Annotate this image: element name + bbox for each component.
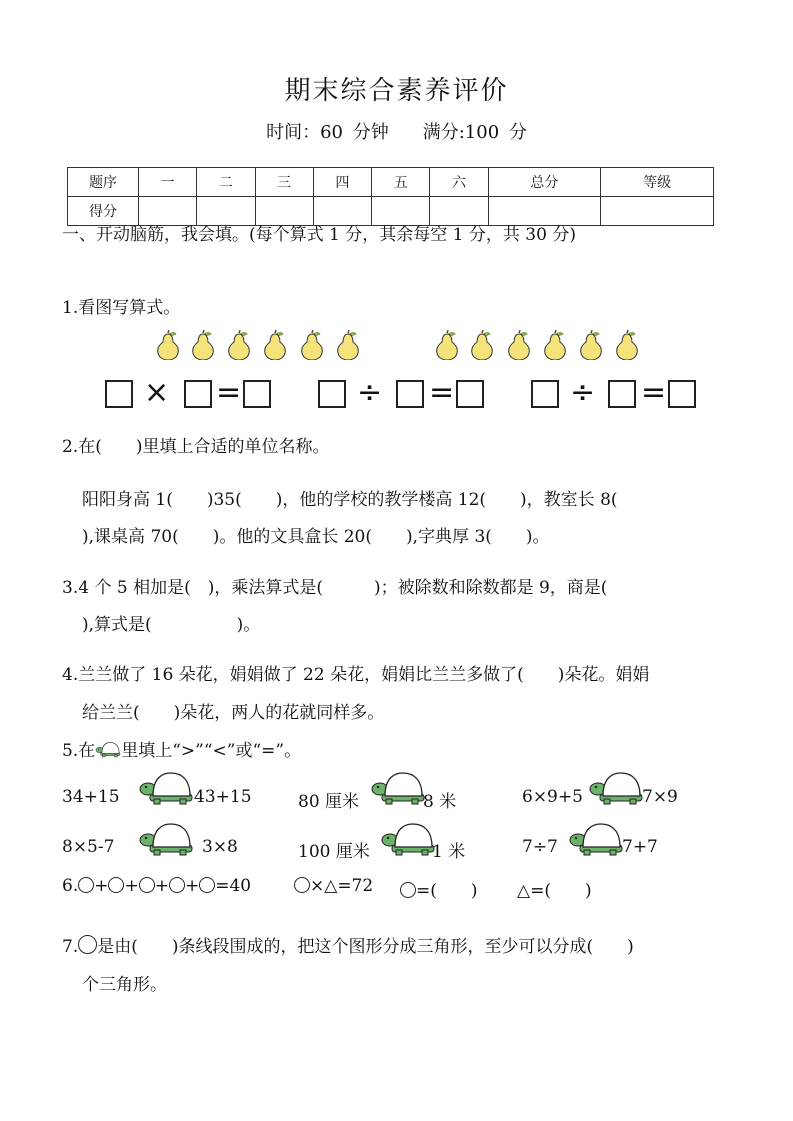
question-7-line [62,932,634,957]
turtle-icon[interactable] [588,772,644,806]
table-cell: 二 [197,168,255,197]
pear-icon [506,330,532,360]
table-cell: 得分 [68,197,139,226]
pear-icon [262,330,288,360]
compare-left: 80 厘米 [298,792,360,812]
answer-box[interactable] [668,380,696,408]
plus-sign: + [124,876,139,896]
answer-box[interactable] [184,380,212,408]
circle-icon [78,877,94,893]
question-number: 7. [62,937,79,957]
turtle-icon[interactable] [138,823,194,857]
turtle-icon[interactable] [568,823,624,857]
divide-sign: ÷ [357,375,383,410]
divide-sign: ÷ [570,375,596,410]
section-heading: 一、开动脑筋，我会填。(每个算式 1 分，其余每空 1 分，共 30 分) [62,225,576,245]
turtle-icon[interactable] [138,772,194,806]
question-3-line: 3.4 个 5 相加是( )，乘法算式是( )；被除数和除数都是 9，商是( [62,578,608,598]
question-5-label-pre: 5.在 [62,741,96,761]
table-cell: 一 [139,168,197,197]
equals-sign: = [216,375,242,410]
time-limit: 时间：60 分钟 [266,122,389,143]
answer-box[interactable] [318,380,346,408]
circle-answer[interactable]: =( ) [416,881,478,901]
equation-sum: =40 [215,876,252,896]
circle-icon [294,877,310,893]
compare-right: 1 米 [432,842,466,862]
pear-icon [190,330,216,360]
circle-icon [199,877,215,893]
question-6-line [62,876,251,896]
question-5-label-post: 里填上“>”“<”或“=”。 [121,741,302,761]
circle-icon [400,882,416,898]
question-2-line: ),课桌高 70( )。他的文具盒长 20( ),字典厚 3( )。 [82,527,550,547]
compare-right: 7×9 [642,787,678,807]
answer-box[interactable] [531,380,559,408]
answer-box[interactable] [396,380,424,408]
compare-right: 3×8 [202,837,238,857]
turtle-icon[interactable] [370,772,426,806]
question-7-line: 个三角形。 [82,975,167,995]
equals-sign: = [641,375,667,410]
compare-left: 7÷7 [522,837,558,857]
pear-icon [469,330,495,360]
plus-sign: + [94,876,109,896]
pear-icon [614,330,640,360]
compare-left: 6×9+5 [522,787,583,807]
compare-right: 8 米 [423,792,457,812]
pear-icon [578,330,604,360]
circle-icon [108,877,124,893]
pear-icon [226,330,252,360]
compare-right: 7+7 [622,837,658,857]
pear-icon [299,330,325,360]
table-cell: 五 [372,168,430,197]
answer-box[interactable] [243,380,271,408]
table-cell: 六 [430,168,488,197]
question-6-product [294,876,373,896]
pear-icon [542,330,568,360]
question-2-line: 阳阳身高 1( )35( )，他的学校的教学楼高 12( )，教室长 8( [82,490,618,510]
table-row [68,168,714,197]
compare-left: 8×5-7 [62,837,115,857]
question-7-text: 是由( )条线段围成的，把这个图形分成三角形，至少可以分成( ) [97,937,634,957]
circle-icon [169,877,185,893]
pear-icon [155,330,181,360]
table-cell: 总分 [488,168,601,197]
full-score: 满分:100 分 [422,122,527,143]
compare-left: 34+15 [62,787,120,807]
table-cell: 四 [313,168,371,197]
table-cell: 三 [255,168,313,197]
exam-info [0,118,793,144]
turtle-icon[interactable] [380,823,436,857]
score-input-cell[interactable] [601,197,714,226]
times-sign: × [144,375,170,410]
question-2-label: 2.在( )里填上合适的单位名称。 [62,437,330,457]
page-title: 期末综合素养评价 [284,76,509,106]
table-cell: 等级 [601,168,714,197]
answer-box[interactable] [456,380,484,408]
turtle-icon [95,742,121,758]
score-table [67,167,714,226]
question-1-label: 1.看图写算式。 [62,298,181,318]
question-number: 6. [62,876,79,896]
compare-right: 43+15 [194,787,252,807]
equation-product: ×△=72 [310,876,374,896]
compare-left: 100 厘米 [298,842,370,862]
plus-sign: + [154,876,169,896]
question-5-label [62,736,301,761]
answer-box[interactable] [105,380,133,408]
question-4-line: 4.兰兰做了 16 朵花，娟娟做了 22 朵花，娟娟比兰兰多做了( )朵花。娟娟 [62,665,650,685]
equals-sign: = [429,375,455,410]
pear-icon [434,330,460,360]
answer-box[interactable] [608,380,636,408]
question-3-line: ),算式是( )。 [82,615,261,635]
pear-icon [335,330,361,360]
triangle-answer[interactable]: △=( ) [517,881,592,901]
plus-sign: + [184,876,200,896]
question-4-line: 给兰兰( )朵花，两人的花就同样多。 [82,703,385,723]
table-cell: 题序 [68,168,139,197]
question-6-circle-answer [400,876,478,901]
circle-icon [139,877,155,893]
circle-icon [78,935,97,954]
